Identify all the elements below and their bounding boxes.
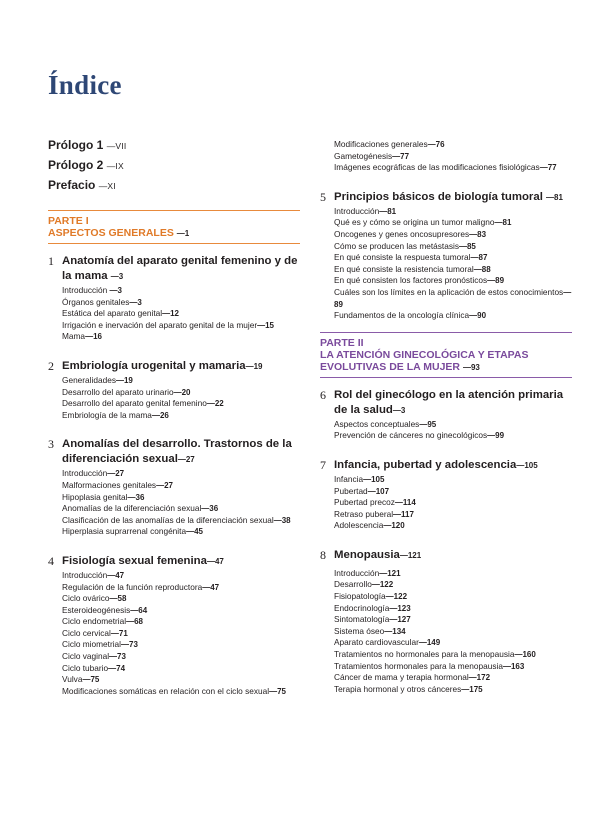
toc-entry[interactable]: Introducción —3 (62, 285, 122, 295)
toc-entry[interactable]: Cómo se producen las metástasis—85 (334, 240, 476, 251)
page-number: XI (107, 181, 116, 191)
front-matter-label: Prólogo 2 (48, 158, 104, 172)
toc-entry[interactable]: Aspectos conceptuales—95 (334, 418, 437, 429)
chapter-heading[interactable] (320, 458, 572, 473)
part-label: PARTE II (320, 336, 364, 349)
toc-entry[interactable]: Infancia—105 (334, 473, 385, 484)
chapter-title: Infancia, pubertad y adolescencia—105 (334, 458, 538, 471)
toc-entry[interactable]: Anomalías de la diferenciación sexual—36 (62, 503, 219, 514)
toc-entry[interactable]: Tratamientos no hormonales para la menopausia—160 (334, 649, 536, 660)
chapter (48, 254, 300, 343)
toc-entry[interactable]: Ciclo cervical—71 (62, 627, 128, 638)
chapter-title: Principios básicos de biología tumoral —81 (334, 190, 563, 203)
chapter-entries (334, 568, 572, 696)
chapter (48, 359, 300, 421)
chapter-heading[interactable] (320, 190, 572, 205)
toc-entry[interactable]: Ciclo vaginal—73 (62, 651, 126, 662)
chapter-title: Menopausia—121 (334, 548, 422, 561)
toc-entry[interactable]: Fundamentos de la oncología clínica—90 (334, 310, 487, 321)
chapter-number: 2 (48, 358, 54, 373)
part-title[interactable]: EVOLUTIVAS DE LA MUJER —93 (320, 360, 480, 373)
chapter-number: 7 (320, 457, 326, 472)
toc-entry[interactable]: En qué consisten los factores pronósticos—89 (334, 275, 505, 286)
toc-entry[interactable]: Esteroideogénesis—64 (62, 604, 148, 615)
page-number: 81 (554, 192, 563, 202)
toc-entry[interactable]: Prevención de cánceres no ginecológicos—99 (334, 430, 505, 441)
right-column (320, 138, 572, 704)
chapter-heading[interactable] (320, 548, 572, 563)
page-number: VII (115, 141, 127, 151)
chapter-number: 4 (48, 553, 54, 568)
toc-entry[interactable]: Terapia hormonal y otros cánceres—175 (334, 683, 483, 694)
toc-entry[interactable]: Modificaciones somáticas en relación con el ciclo sexual—75 (62, 685, 286, 696)
toc-entry[interactable]: Fisiopatología—122 (334, 591, 408, 602)
toc-entry[interactable]: En qué consiste la respuesta tumoral—87 (334, 252, 488, 263)
toc-entry[interactable]: Introducción—47 (62, 569, 125, 580)
front-matter-item[interactable]: Prefacio —XI (48, 178, 116, 192)
chapter-title: Rol del ginecólogo en la atención primaria de la salud—3 (334, 388, 564, 416)
toc-entry[interactable]: Pubertad—107 (334, 485, 390, 496)
front-matter-label: Prólogo 1 (48, 138, 104, 152)
chapter-heading[interactable] (320, 388, 572, 418)
toc-entry[interactable]: Oncogenes y genes oncosupresores—83 (334, 228, 487, 239)
toc-entry[interactable]: Sintomatología—127 (334, 614, 411, 625)
toc-entry[interactable]: Modificaciones generales—76 (334, 139, 445, 149)
toc-entry[interactable]: Cuáles son los límites en la aplicación de estos conocimientos—89 (334, 286, 572, 309)
chapter-heading[interactable] (48, 359, 300, 374)
chapter-entries (62, 285, 300, 343)
part-title-line[interactable]: LA ATENCIÓN GINECOLÓGICA Y ETAPAS (320, 348, 529, 361)
continued-entries (334, 139, 572, 174)
toc-entry[interactable]: En qué consiste la resistencia tumoral—88 (334, 263, 491, 274)
toc-entry[interactable]: Clasificación de las anomalías de la diferenciación sexual—38 (62, 514, 291, 525)
front-matter-item[interactable]: Prólogo 2 —IX (48, 158, 124, 172)
toc-entry[interactable]: Cáncer de mama y terapia hormonal—172 (334, 672, 491, 683)
chapter-heading[interactable] (48, 254, 300, 284)
toc-entry[interactable]: Generalidades—19 (62, 374, 133, 385)
toc-entry[interactable]: Gametogénesis—77 (334, 150, 410, 161)
toc-entry[interactable]: Tratamientos hormonales para la menopausia—163 (334, 660, 525, 671)
chapter-number: 1 (48, 254, 54, 268)
toc-entry[interactable]: Ciclo miometrial—73 (62, 639, 138, 650)
chapter-heading[interactable] (48, 554, 300, 569)
toc-entry[interactable]: Desarrollo del aparato genital femenino—22 (62, 398, 224, 409)
page-number: 93 (470, 362, 480, 372)
part-header (320, 332, 572, 378)
toc-entry[interactable]: Qué es y cómo se origina un tumor maligno—81 (334, 217, 512, 228)
page-number: 121 (407, 550, 422, 560)
toc-entry[interactable]: Regulación de la función reproductora—47 (62, 581, 220, 592)
toc-entry[interactable]: Ciclo ovárico—58 (62, 593, 127, 604)
chapter-title: Anatomía del aparato genital femenino y de la mama —3 (62, 255, 298, 282)
toc-entry[interactable]: Ciclo tubario—74 (62, 662, 126, 673)
chapter (320, 458, 572, 532)
chapter-heading[interactable] (48, 437, 300, 467)
toc-entry[interactable]: Introducción—81 (334, 205, 397, 216)
chapter-title: Embriología urogenital y mamaria—19 (62, 359, 263, 372)
chapter-title: Anomalías del desarrollo. Trastornos de la diferenciación sexual—27 (62, 438, 292, 466)
page-number: 1 (184, 229, 190, 238)
toc-entry[interactable]: Pubertad precoz—114 (334, 497, 416, 508)
toc-entry[interactable]: Adolescencia—120 (334, 520, 405, 531)
toc-entry[interactable]: Órganos genitales—3 (62, 296, 142, 307)
chapter-number: 8 (320, 547, 326, 562)
chapter-entries (334, 419, 572, 442)
toc-entry[interactable]: Malformaciones genitales—27 (62, 479, 173, 490)
chapter-entries (334, 206, 572, 322)
toc-entry[interactable]: Mama—16 (62, 331, 102, 342)
chapter (320, 548, 572, 696)
chapter (320, 190, 572, 322)
chapter-number: 3 (48, 437, 54, 452)
chapter-entries (334, 474, 572, 532)
toc-entry[interactable]: Sistema óseo—134 (334, 625, 406, 636)
page-number: 27 (185, 455, 195, 465)
toc-entry[interactable]: Retraso puberal—117 (334, 508, 414, 519)
toc-entry[interactable]: Vulva—75 (62, 674, 100, 685)
toc-entry[interactable]: Imágenes ecográficas de las modificaciones fisiológicas—77 (334, 162, 557, 173)
toc-entry[interactable]: Irrigación e inervación del aparato genital de la mujer—15 (62, 319, 274, 330)
chapter-number: 6 (320, 387, 326, 402)
part-label: PARTE I (48, 215, 89, 227)
toc-entry[interactable]: Hipoplasia genital—36 (62, 491, 145, 502)
chapter-entries (62, 375, 300, 421)
part-title[interactable]: ASPECTOS GENERALES —1 (48, 227, 190, 239)
chapter (320, 388, 572, 442)
chapter-title: Fisiología sexual femenina—47 (62, 554, 224, 567)
page-number: 3 (400, 405, 406, 415)
chapter (48, 554, 300, 698)
toc-entry[interactable]: Estática del aparato genital—12 (62, 308, 179, 319)
page-number: 3 (118, 272, 124, 281)
front-matter-item[interactable]: Prólogo 1 —VII (48, 138, 127, 152)
toc-entry[interactable]: Embriología de la mama—26 (62, 409, 169, 420)
page-title: Índice (48, 70, 122, 100)
front-matter (48, 138, 300, 194)
chapter (48, 437, 300, 538)
toc-entry[interactable]: Desarrollo del aparato urinario—20 (62, 386, 191, 397)
toc-entry[interactable]: Aparato cardiovascular—149 (334, 637, 441, 648)
part-header (48, 210, 300, 244)
toc-entry[interactable]: Introducción—27 (62, 468, 125, 479)
left-column (48, 138, 300, 706)
toc-entry[interactable]: Endocrinología—123 (334, 602, 411, 613)
toc-entry[interactable]: Hiperplasia suprarrenal congénita—45 (62, 526, 203, 537)
front-matter-label: Prefacio (48, 178, 96, 192)
toc-entry[interactable]: Desarrollo—122 (334, 579, 394, 590)
toc-entry[interactable]: Ciclo endometrial—68 (62, 616, 144, 627)
toc-entry[interactable]: Introducción—121 (334, 567, 401, 578)
page-number: 47 (214, 556, 224, 566)
page-number: IX (115, 161, 124, 171)
page-number: 105 (524, 460, 538, 470)
chapter-entries (62, 570, 300, 698)
page-number: 19 (253, 361, 263, 371)
chapter-number: 5 (320, 189, 326, 204)
chapter-entries (62, 468, 300, 538)
